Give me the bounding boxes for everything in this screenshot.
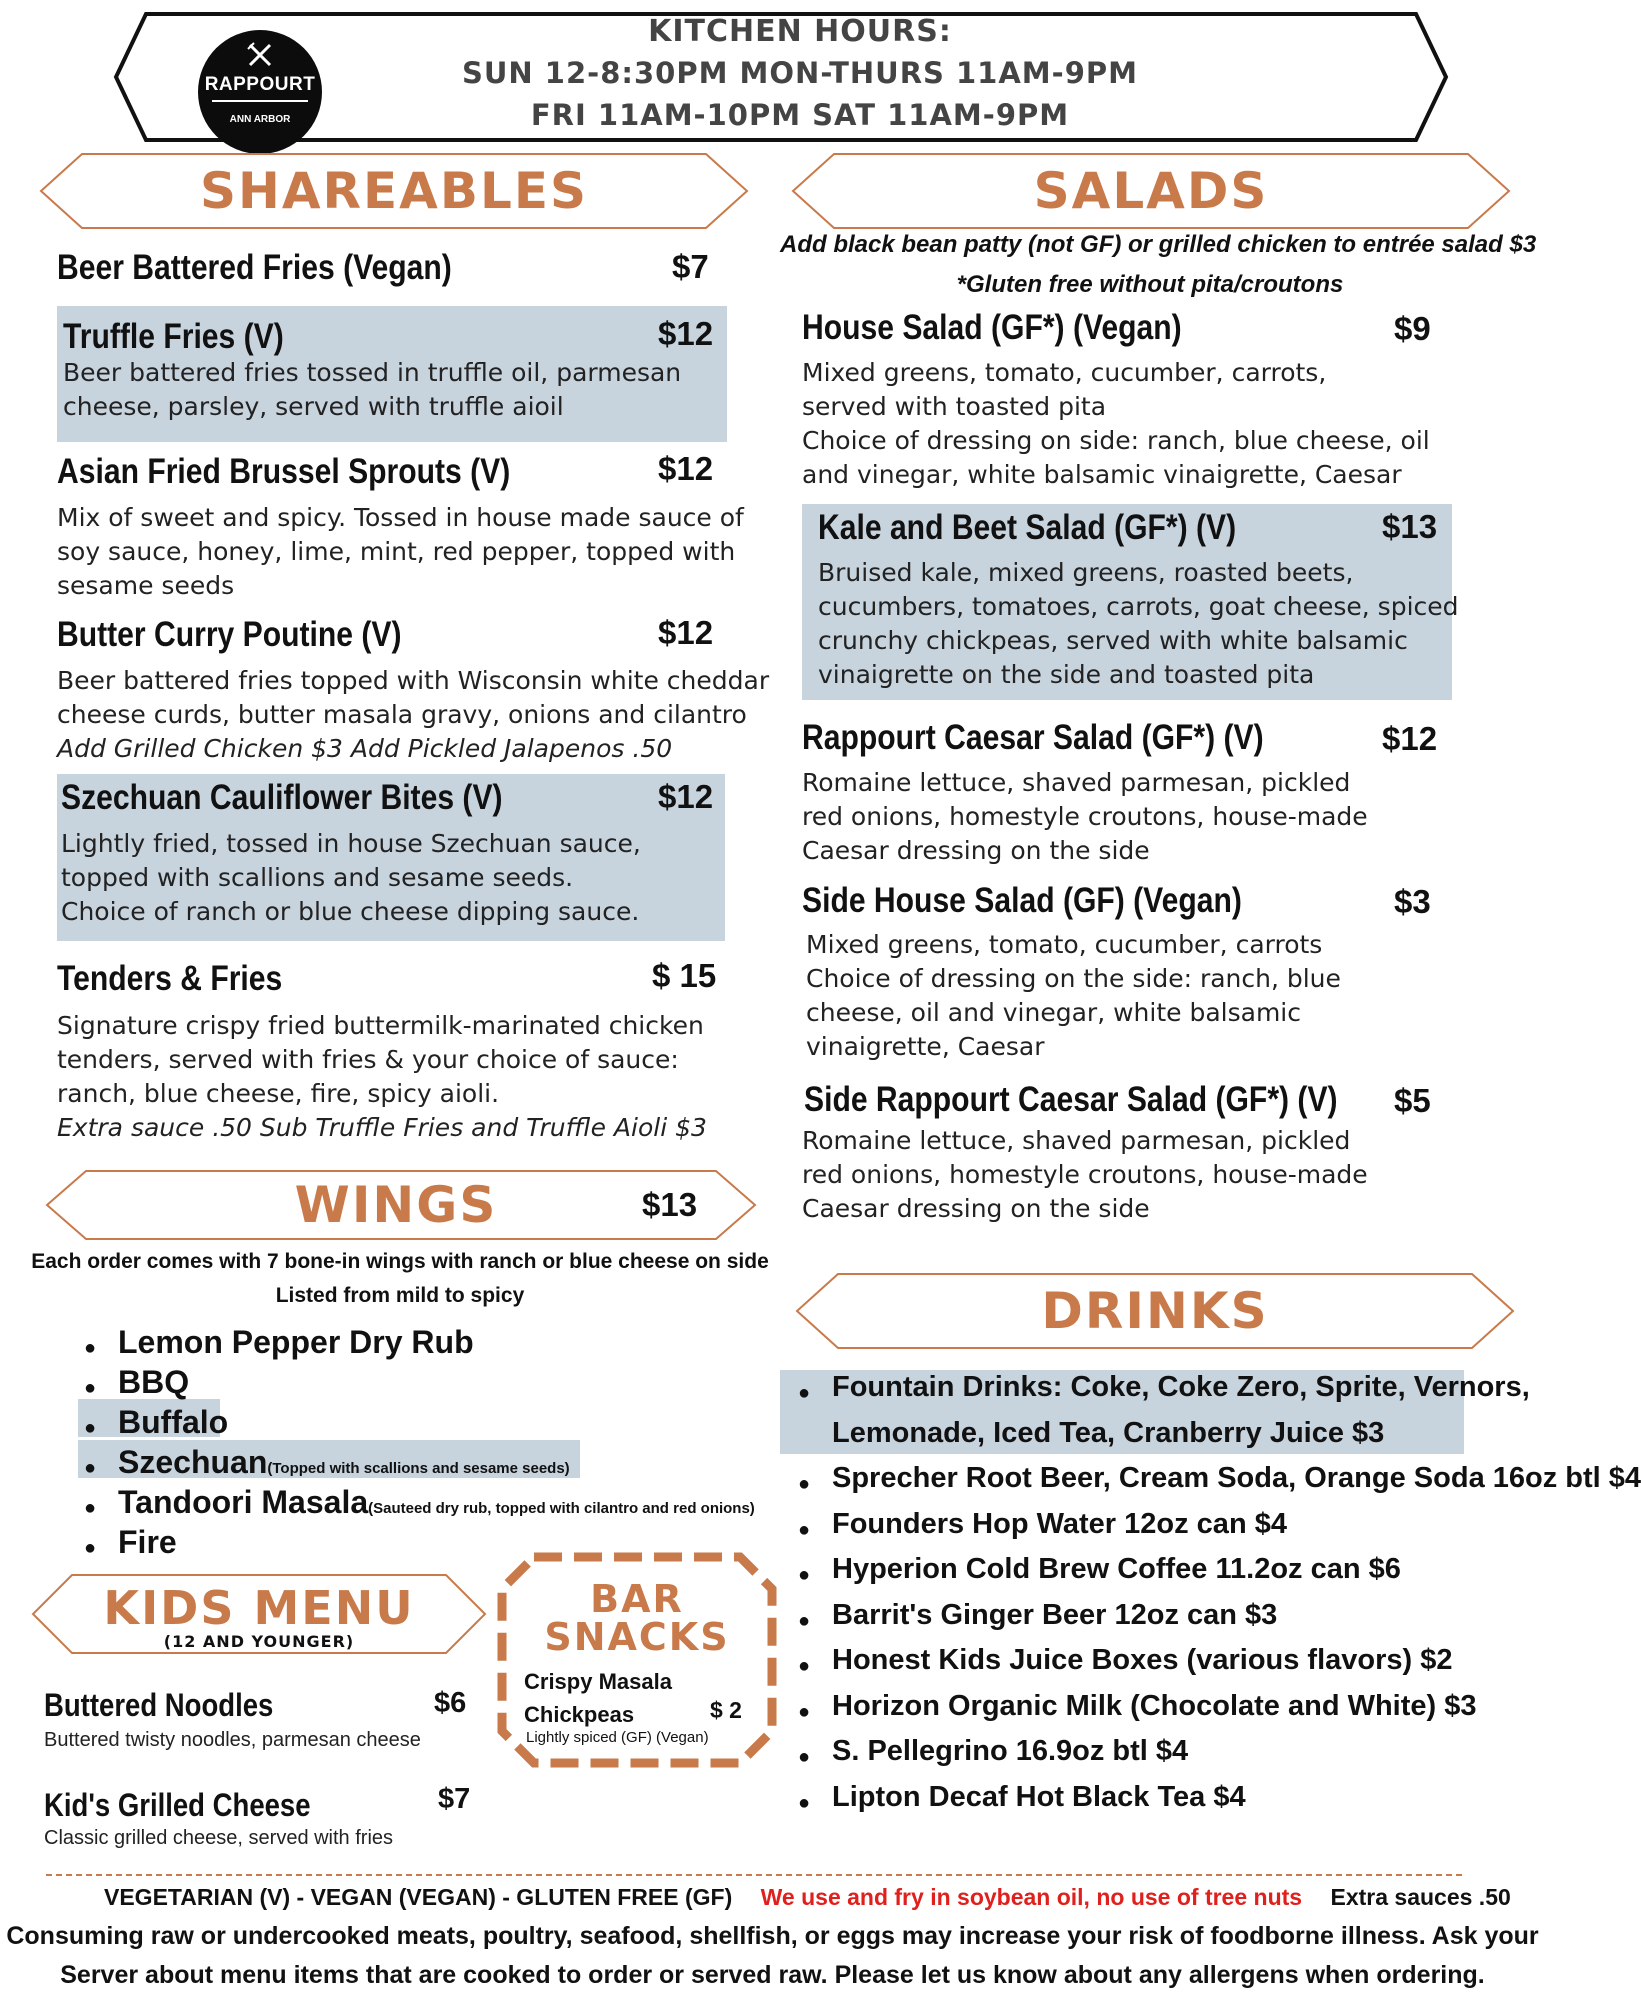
logo-city: ANN ARBOR bbox=[229, 114, 291, 125]
item-description: Mix of sweet and spicy. Tossed in house made sauce of soy sauce, honey, lime, mint, red pepper, topped with sesame seeds bbox=[57, 503, 744, 600]
item-price: $7 bbox=[672, 248, 709, 285]
item-price: $12 bbox=[658, 614, 714, 651]
item-price: $ 2 bbox=[710, 1697, 742, 1723]
salads-note: *Gluten free without pita/croutons bbox=[956, 271, 1344, 298]
item-description: Bruised kale, mixed greens, roasted beets, cucumbers, tomatoes, carrots, goat cheese, spiced crunchy chickpeas, served with white balsamic vinaigrette on the side and toasted pita bbox=[818, 558, 1459, 689]
item-price: $12 bbox=[658, 315, 714, 352]
item-price: $5 bbox=[1394, 1082, 1431, 1119]
list-item: ● Lemon Pepper Dry Rub bbox=[118, 1322, 755, 1362]
food-safety-notice: Consuming raw or undercooked meats, poultry, seafood, shellfish, or eggs may increase your risk of foodborne illness. Ask your bbox=[6, 1922, 1539, 1950]
item-description: Romaine lettuce, shaved parmesan, pickled red onions, homestyle croutons, house-made Caesar dressing on the side bbox=[802, 768, 1368, 865]
item-price: $12 bbox=[1382, 720, 1438, 757]
hours-line-2: FRI 11AM-10PM SAT 11AM-9PM bbox=[530, 98, 1070, 132]
item-description: Classic grilled cheese, served with fries bbox=[44, 1827, 394, 1849]
item-description: Lightly spiced (GF) (Vegan) bbox=[526, 1729, 709, 1746]
item-note: Extra sauce .50 Sub Truffle Fries and Truffle Aioli $3 bbox=[57, 1113, 707, 1142]
fork-knife-icon bbox=[245, 40, 275, 70]
item-price: $12 bbox=[658, 450, 714, 487]
bar-snacks-title: BAR bbox=[590, 1577, 684, 1621]
item-name: Beer Battered Fries (Vegan) bbox=[57, 248, 452, 287]
item-description: Mixed greens, tomato, cucumber, carrots, served with toasted pita Choice of dressing on side: ranch, blue cheese, oil and vinegar, white balsamic vinaigrette, Caesar bbox=[802, 358, 1430, 489]
wings-title: WINGS bbox=[294, 1176, 498, 1234]
item-name: Truffle Fries (V) bbox=[63, 317, 284, 356]
list-item: ● BBQ bbox=[118, 1362, 755, 1402]
kids-subtitle: (12 AND YOUNGER) bbox=[163, 1632, 355, 1651]
item-price: $3 bbox=[1394, 883, 1431, 920]
item-name: Buttered Noodles bbox=[44, 1687, 274, 1723]
drinks-title: DRINKS bbox=[1041, 1282, 1269, 1340]
list-item: ● Buffalo bbox=[118, 1402, 755, 1442]
wings-price: $13 bbox=[642, 1186, 698, 1223]
footer-legend-line bbox=[104, 1884, 1511, 1911]
item-name: Asian Fried Brussel Sprouts (V) bbox=[57, 452, 511, 491]
item-price: $9 bbox=[1394, 310, 1431, 347]
list-item: ● Sprecher Root Beer, Cream Soda, Orange Soda 16oz btl $4 bbox=[832, 1456, 1641, 1502]
item-name: Chickpeas bbox=[524, 1702, 635, 1727]
item-name: Side House Salad (GF) (Vegan) bbox=[802, 881, 1242, 920]
item-name: Tenders & Fries bbox=[57, 959, 283, 998]
wings-header bbox=[46, 1170, 756, 1240]
list-item: ● Tandoori Masala(Sauteed dry rub, topped with cilantro and red onions) bbox=[118, 1482, 755, 1522]
list-item-continuation: Lemonade, Iced Tea, Cranberry Juice $3 bbox=[832, 1416, 1385, 1449]
list-item: ● Founders Hop Water 12oz can $4 bbox=[832, 1502, 1641, 1548]
item-description: Romaine lettuce, shaved parmesan, pickled red onions, homestyle croutons, house-made Caesar dressing on the side bbox=[802, 1126, 1368, 1223]
logo bbox=[198, 30, 322, 154]
item-name: Crispy Masala bbox=[524, 1669, 672, 1694]
footer-divider bbox=[46, 1874, 1462, 1876]
item-name: Kid's Grilled Cheese bbox=[44, 1787, 311, 1823]
wings-note: Each order comes with 7 bone-in wings with ranch or blue cheese on side bbox=[31, 1250, 769, 1273]
item-price: $ 15 bbox=[652, 957, 717, 994]
list-item: ● Horizon Organic Milk (Chocolate and White) $3 bbox=[832, 1684, 1641, 1730]
logo-name: RAPPOURT bbox=[204, 74, 316, 95]
item-description: Lightly fried, tossed in house Szechuan sauce, topped with scallions and sesame seeds. Choice of ranch or blue cheese dipping sauce. bbox=[61, 829, 641, 926]
kids-header bbox=[32, 1574, 486, 1654]
food-safety-notice: Server about menu items that are cooked to order or served raw. Please let us know about any allergens when ordering. bbox=[60, 1961, 1485, 1989]
item-description: Signature crispy fried buttermilk-marinated chicken tenders, served with fries & your choice of sauce: ranch, blue cheese, fire, spicy aioli. Extra sauce .50 Sub Truffle Fries and Truffle Aioli $3 bbox=[57, 1009, 707, 1145]
salads-header bbox=[792, 153, 1510, 229]
bar-snacks-title: SNACKS bbox=[544, 1615, 730, 1659]
wings-note: Listed from mild to spicy bbox=[275, 1284, 525, 1307]
wing-flavor-list bbox=[118, 1322, 755, 1562]
item-name: Kale and Beet Salad (GF*) (V) bbox=[818, 508, 1237, 547]
shareables-header bbox=[40, 153, 748, 229]
shareables-title: SHAREABLES bbox=[199, 162, 589, 220]
item-price: $7 bbox=[438, 1783, 471, 1815]
drinks-list bbox=[832, 1365, 1641, 1820]
item-name: House Salad (GF*) (Vegan) bbox=[802, 308, 1182, 347]
item-description: Beer battered fries tossed in truffle oil, parmesan cheese, parsley, served with truffle aioil bbox=[63, 358, 682, 421]
item-name: Szechuan Cauliflower Bites (V) bbox=[61, 778, 503, 817]
list-item: ● Honest Kids Juice Boxes (various flavors) $2 bbox=[832, 1638, 1641, 1684]
list-item: ● Szechuan(Topped with scallions and sesame seeds) bbox=[118, 1442, 755, 1482]
item-price: $12 bbox=[658, 778, 714, 815]
item-name: Butter Curry Poutine (V) bbox=[57, 615, 402, 654]
drinks-header bbox=[796, 1273, 1514, 1349]
salads-title: SALADS bbox=[1033, 162, 1269, 220]
salads-note: Add black bean patty (not GF) or grilled chicken to entrée salad $3 bbox=[780, 231, 1537, 258]
allergy-warning: We use and fry in soybean oil, no use of tree nuts bbox=[760, 1884, 1303, 1910]
list-item: ● S. Pellegrino 16.9oz btl $4 bbox=[832, 1729, 1641, 1775]
item-name: Rappourt Caesar Salad (GF*) (V) bbox=[802, 718, 1264, 757]
bar-snacks-box bbox=[496, 1551, 778, 1769]
hours-title: KITCHEN HOURS: bbox=[648, 14, 952, 49]
list-item: ● Lipton Decaf Hot Black Tea $4 bbox=[832, 1775, 1641, 1821]
item-name: Side Rappourt Caesar Salad (GF*) (V) bbox=[804, 1080, 1338, 1119]
kids-title: KIDS MENU bbox=[103, 1581, 415, 1635]
list-item: ● Barrit's Ginger Beer 12oz can $3 bbox=[832, 1593, 1641, 1639]
hours-line-1: SUN 12-8:30PM MON-THURS 11AM-9PM bbox=[462, 56, 1138, 90]
list-item: ● Fountain Drinks: Coke, Coke Zero, Sprite, Vernors, bbox=[832, 1365, 1641, 1411]
list-item: ● Hyperion Cold Brew Coffee 11.2oz can $6 bbox=[832, 1547, 1641, 1593]
item-description: Beer battered fries topped with Wisconsin white cheddar cheese curds, butter masala gravy, onions and cilantro Add Grilled Chicken $3 Add Pickled Jalapenos .50 bbox=[57, 664, 769, 766]
item-description: Mixed greens, tomato, cucumber, carrots Choice of dressing on the side: ranch, blue cheese, oil and vinegar, white balsamic vinaigrette, Caesar bbox=[806, 930, 1341, 1061]
item-price: $13 bbox=[1382, 508, 1438, 545]
item-note: Add Grilled Chicken $3 Add Pickled Jalapenos .50 bbox=[57, 734, 673, 763]
extra-sauces-note: Extra sauces .50 bbox=[1330, 1884, 1511, 1910]
item-description: Buttered twisty noodles, parmesan cheese bbox=[44, 1729, 421, 1751]
dietary-legend: VEGETARIAN (V) - VEGAN (VEGAN) - GLUTEN FREE (GF) bbox=[104, 1884, 733, 1910]
list-item: ● Fire bbox=[118, 1522, 755, 1562]
item-price: $6 bbox=[434, 1687, 467, 1719]
